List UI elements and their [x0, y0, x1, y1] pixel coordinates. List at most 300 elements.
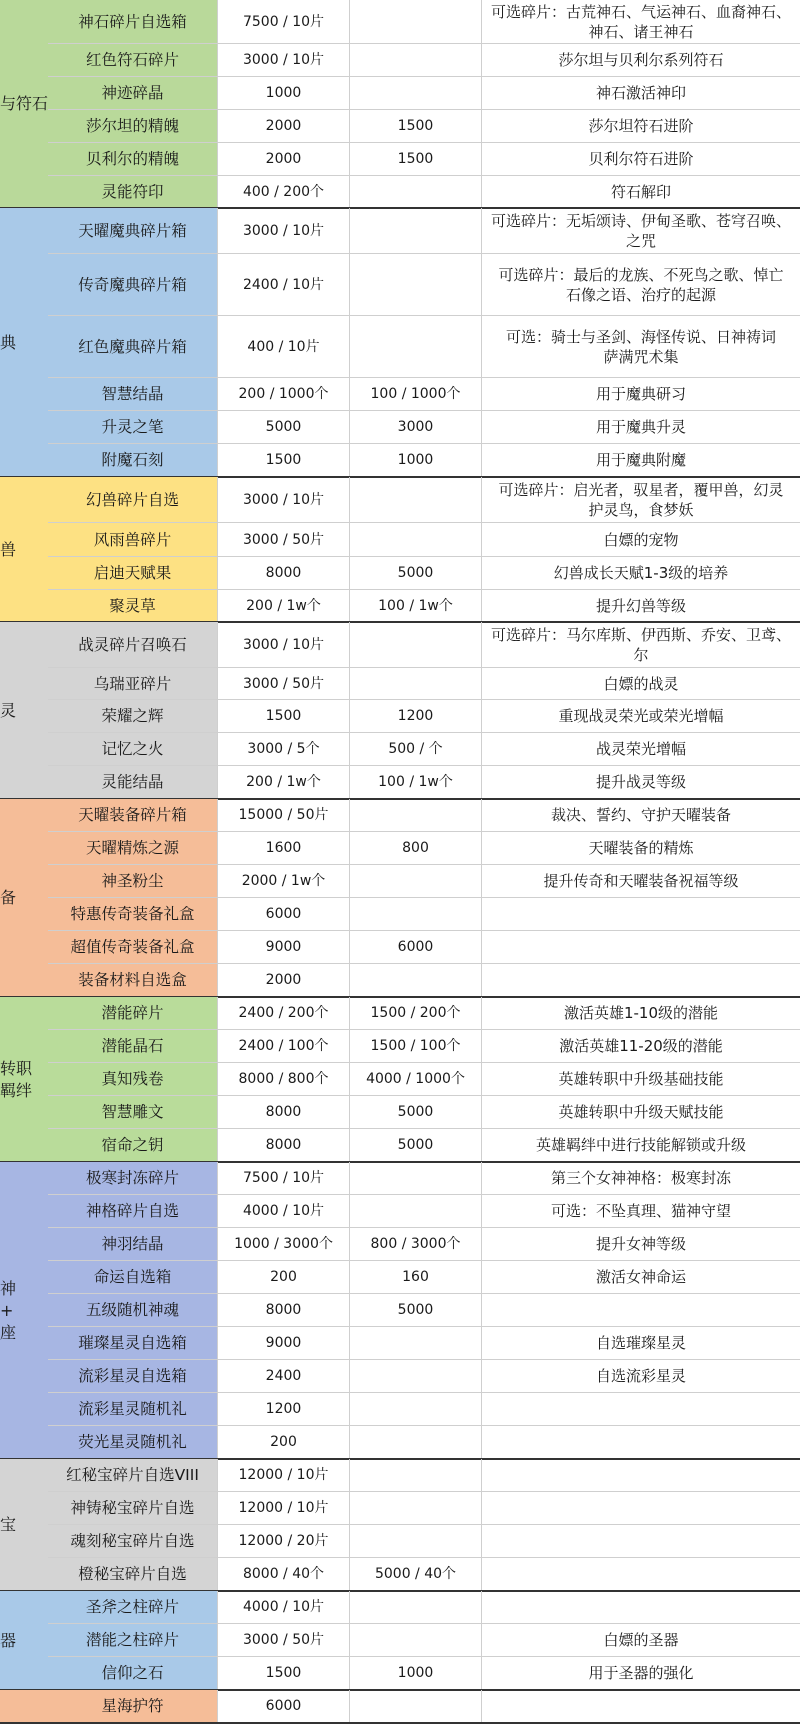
discount-price-cell [350, 668, 482, 700]
price-cell-text: 12000 / 20片 [238, 1533, 329, 1549]
description-cell-text: 可选：骑士与圣剑、海怪传说、日神祷词 萨满咒术集 [505, 327, 776, 366]
price-cell-text: 2400 / 10片 [242, 276, 325, 293]
category-label [0, 799, 48, 997]
price-cell-text: 1500 [265, 1665, 302, 1681]
discount-price-cell [350, 1129, 482, 1162]
item-name-text: 命运自选箱 [93, 1268, 172, 1286]
description-cell [482, 1063, 800, 1096]
price-cell [218, 668, 350, 700]
price-cell-text: 8000 / 800个 [238, 1071, 329, 1087]
description-cell-text: 英雄转职中升级天赋技能 [558, 1103, 724, 1121]
item-name [48, 557, 218, 590]
item-name-text: 特惠传奇装备礼盒 [70, 905, 195, 923]
price-cell-text: 1000 [265, 85, 302, 101]
price-cell-text: 2400 / 200个 [238, 1005, 329, 1021]
description-cell [482, 1162, 800, 1195]
discount-price-cell [350, 254, 482, 316]
description-cell [482, 444, 800, 477]
description-cell [482, 143, 800, 176]
description-cell-text: 提升幻兽等级 [595, 596, 686, 615]
item-name-text: 极寒封冻碎片 [85, 1169, 179, 1187]
description-cell-text: 用于圣器的强化 [588, 1664, 694, 1682]
price-cell-text: 6000 [265, 906, 302, 922]
description-cell-text: 可选碎片：最后的龙族、不死鸟之歌、悼亡 石像之语、治疗的起源 [498, 265, 784, 304]
discount-price-cell [350, 316, 482, 378]
description-cell [482, 110, 800, 143]
discount-price-cell [350, 1360, 482, 1393]
description-cell-text: 天曜装备的精炼 [588, 839, 694, 857]
price-cell-text: 8000 [265, 565, 302, 581]
item-name-text: 流彩星灵随机礼 [78, 1400, 187, 1418]
description-cell [482, 0, 800, 44]
price-cell [218, 1129, 350, 1162]
price-cell [218, 176, 350, 208]
discount-price-cell-text: 5000 [397, 1302, 434, 1318]
price-cell [218, 931, 350, 964]
description-cell-text: 符石解印 [610, 182, 671, 201]
price-cell-text: 200 [270, 1434, 297, 1450]
item-name-text: 荣耀之辉 [101, 707, 164, 725]
price-cell-text: 15000 / 50片 [238, 807, 329, 823]
price-cell-text: 3000 / 10片 [242, 222, 325, 239]
item-name [48, 1393, 218, 1426]
item-name-text: 神迹碎晶 [101, 84, 164, 102]
price-cell-text: 1200 [265, 1401, 302, 1417]
description-cell [482, 997, 800, 1030]
category-label [0, 1162, 48, 1459]
item-name [48, 110, 218, 143]
discount-price-cell-text: 1500 / 200个 [370, 1005, 461, 1021]
description-cell [482, 411, 800, 444]
description-cell-text: 重现战灵荣光或荣光增幅 [558, 707, 724, 725]
item-name [48, 622, 218, 668]
description-cell-text: 第三个女神神格：极寒封冻 [550, 1169, 731, 1187]
item-name [48, 1360, 218, 1393]
item-name-text: 幻兽碎片自选 [85, 490, 179, 509]
discount-price-cell [350, 700, 482, 733]
item-name-text: 装备材料自选盒 [78, 971, 187, 989]
discount-price-cell [350, 523, 482, 557]
description-cell-text: 用于魔典研习 [595, 385, 686, 403]
description-cell-text: 可选碎片：古荒神石、气运神石、血裔神石、 神石、诸王神石 [490, 2, 791, 41]
price-cell [218, 1063, 350, 1096]
price-cell-text: 400 / 10片 [247, 338, 320, 355]
price-cell [218, 865, 350, 898]
item-name [48, 1096, 218, 1129]
item-name-text: 荧光星灵随机礼 [78, 1433, 187, 1451]
discount-price-cell-text: 800 [402, 840, 429, 856]
description-cell [482, 254, 800, 316]
price-cell [218, 1426, 350, 1459]
discount-price-cell-text: 100 / 1w个 [378, 774, 453, 790]
discount-price-cell [350, 1624, 482, 1657]
item-name [48, 590, 218, 622]
category-label-text: 神 + 座 [0, 1278, 17, 1342]
item-name-text: 启迪天赋果 [93, 564, 172, 582]
price-cell-text: 4000 / 10片 [242, 1599, 325, 1615]
price-cell [218, 832, 350, 865]
price-cell [218, 733, 350, 766]
item-name [48, 997, 218, 1030]
item-name [48, 1558, 218, 1591]
item-name-text: 魂刻秘宝碎片自选 [70, 1532, 195, 1550]
discount-price-cell [350, 1162, 482, 1195]
item-name-text: 神圣粉尘 [101, 872, 164, 890]
description-cell-text: 提升女神等级 [595, 1235, 686, 1253]
price-cell [218, 110, 350, 143]
item-name-text: 潜能碎片 [101, 1004, 164, 1022]
price-cell [218, 208, 350, 254]
description-cell [482, 668, 800, 700]
price-cell-text: 5000 [265, 419, 302, 435]
price-cell [218, 1162, 350, 1195]
description-cell [482, 700, 800, 733]
discount-price-cell [350, 1228, 482, 1261]
description-cell-text: 白嫖的战灵 [603, 674, 679, 693]
discount-price-cell [350, 931, 482, 964]
description-cell [482, 1624, 800, 1657]
price-cell-text: 200 / 1w个 [246, 597, 321, 614]
price-cell-text: 2000 / 1w个 [241, 873, 326, 889]
discount-price-cell [350, 44, 482, 77]
item-name [48, 477, 218, 523]
description-cell-text: 用于魔典附魔 [595, 451, 686, 469]
discount-price-cell [350, 865, 482, 898]
item-name-text: 智慧雕文 [101, 1103, 164, 1121]
discount-price-cell [350, 799, 482, 832]
price-cell-text: 8000 [265, 1104, 302, 1120]
item-name-text: 红色魔典碎片箱 [78, 337, 187, 356]
description-cell [482, 316, 800, 378]
description-cell-text: 白嫖的圣器 [603, 1631, 679, 1649]
discount-price-cell [350, 1294, 482, 1327]
price-cell-text: 8000 [265, 1302, 302, 1318]
category-label-text: 与符石 [0, 94, 48, 113]
description-cell-text: 裁决、誓约、守护天曜装备 [550, 806, 731, 824]
description-cell-text: 英雄羁绊中进行技能解锁或升级 [535, 1136, 746, 1154]
category-label [0, 1459, 48, 1591]
price-cell [218, 1228, 350, 1261]
description-cell-text: 自选流彩星灵 [595, 1367, 686, 1385]
description-cell [482, 1591, 800, 1624]
item-name [48, 931, 218, 964]
item-name-text: 传奇魔典碎片箱 [78, 275, 187, 294]
discount-price-cell-text: 160 [402, 1269, 429, 1285]
item-name [48, 1624, 218, 1657]
item-name [48, 523, 218, 557]
price-cell-text: 3000 / 50片 [242, 1632, 325, 1648]
discount-price-cell [350, 622, 482, 668]
discount-price-cell [350, 1492, 482, 1525]
discount-price-cell [350, 1096, 482, 1129]
item-name-text: 聚灵草 [109, 596, 156, 615]
item-name [48, 411, 218, 444]
item-name-text: 天曜装备碎片箱 [78, 806, 187, 824]
description-cell [482, 766, 800, 799]
price-cell [218, 0, 350, 44]
discount-price-cell [350, 411, 482, 444]
discount-price-cell [350, 997, 482, 1030]
discount-price-cell [350, 77, 482, 110]
category-label-text: 兽 [0, 539, 17, 559]
item-name-text: 潜能之柱碎片 [85, 1631, 179, 1649]
item-name-text: 天曜精炼之源 [85, 839, 179, 857]
description-cell-text: 英雄转职中升级基础技能 [558, 1070, 724, 1088]
discount-price-cell [350, 1063, 482, 1096]
item-name-text: 记忆之火 [101, 740, 164, 758]
price-cell-text: 7500 / 10片 [242, 13, 325, 30]
price-cell [218, 477, 350, 523]
item-name [48, 0, 218, 44]
category-label [0, 208, 48, 477]
description-cell [482, 1327, 800, 1360]
price-cell [218, 444, 350, 477]
description-cell [482, 1228, 800, 1261]
item-name [48, 700, 218, 733]
price-cell [218, 590, 350, 622]
discount-price-cell-text: 5000 [397, 565, 434, 581]
price-cell-text: 8000 / 40个 [242, 1566, 325, 1582]
item-name-text: 升灵之笔 [101, 418, 164, 436]
discount-price-cell [350, 1195, 482, 1228]
description-cell [482, 1195, 800, 1228]
price-cell [218, 316, 350, 378]
discount-price-cell [350, 1261, 482, 1294]
price-cell-text: 2400 / 100个 [238, 1038, 329, 1054]
category-label [0, 1690, 48, 1723]
description-cell [482, 1459, 800, 1492]
item-name [48, 378, 218, 411]
discount-price-cell-text: 100 / 1w个 [378, 597, 453, 614]
item-name [48, 898, 218, 931]
item-name-text: 信仰之石 [101, 1664, 164, 1682]
discount-price-cell [350, 143, 482, 176]
price-cell [218, 254, 350, 316]
description-cell [482, 1393, 800, 1426]
discount-price-cell [350, 733, 482, 766]
item-name [48, 964, 218, 997]
item-name [48, 1195, 218, 1228]
discount-price-cell [350, 1030, 482, 1063]
discount-price-cell [350, 832, 482, 865]
description-cell [482, 931, 800, 964]
discount-price-cell [350, 1558, 482, 1591]
item-name-text: 橙秘宝碎片自选 [78, 1565, 187, 1583]
item-name-text: 贝利尔的精魄 [85, 150, 179, 168]
price-cell-text: 1000 / 3000个 [234, 1236, 333, 1252]
description-cell [482, 1426, 800, 1459]
item-name [48, 733, 218, 766]
item-name-text: 附魔石刻 [101, 451, 164, 469]
description-cell-text: 激活英雄11-20级的潜能 [559, 1037, 723, 1055]
price-cell-text: 3000 / 50片 [242, 531, 325, 548]
price-cell-text: 400 / 200个 [242, 183, 325, 200]
discount-price-cell [350, 898, 482, 931]
item-name-text: 神羽结晶 [101, 1235, 164, 1253]
description-cell-text: 激活女神命运 [595, 1268, 686, 1286]
price-cell [218, 1558, 350, 1591]
category-label-text: 转职 羁绊 [0, 1058, 33, 1100]
price-cell-text: 9000 [265, 1335, 302, 1351]
item-name-text: 灵能符印 [101, 182, 164, 201]
category-label-text: 备 [0, 888, 17, 907]
discount-price-cell-text: 1500 [397, 151, 434, 167]
price-cell-text: 3000 / 10片 [242, 636, 325, 653]
discount-price-cell-text: 1000 [397, 1665, 434, 1681]
description-cell [482, 378, 800, 411]
item-name [48, 1129, 218, 1162]
description-cell [482, 1690, 800, 1723]
discount-price-cell [350, 1591, 482, 1624]
price-cell [218, 997, 350, 1030]
description-cell-text: 可选碎片：马尔库斯、伊西斯、乔安、卫鸢、 尔 [490, 625, 791, 664]
discount-price-cell-text: 1200 [397, 708, 434, 724]
discount-price-cell [350, 1393, 482, 1426]
price-cell [218, 1096, 350, 1129]
price-cell [218, 378, 350, 411]
discount-price-cell [350, 1525, 482, 1558]
description-cell-text: 可选碎片：无垢颂诗、伊甸圣歌、苍穹召唤、 之咒 [490, 211, 791, 250]
price-cell [218, 1525, 350, 1558]
item-name [48, 208, 218, 254]
description-cell [482, 865, 800, 898]
category-label-text: 典 [0, 332, 17, 352]
discount-price-cell-text: 500 / 个 [388, 741, 443, 757]
description-cell [482, 898, 800, 931]
item-name-text: 战灵碎片召唤石 [78, 635, 187, 654]
price-cell [218, 44, 350, 77]
category-label-text: 器 [0, 1630, 17, 1650]
item-name [48, 1063, 218, 1096]
price-cell [218, 1624, 350, 1657]
price-cell-text: 200 / 1w个 [246, 774, 321, 790]
discount-price-cell-text: 4000 / 1000个 [366, 1071, 465, 1087]
item-name [48, 668, 218, 700]
price-cell [218, 1492, 350, 1525]
price-cell [218, 1459, 350, 1492]
discount-price-cell [350, 766, 482, 799]
price-cell-text: 8000 [265, 1137, 302, 1153]
discount-price-cell [350, 1657, 482, 1690]
item-name [48, 799, 218, 832]
description-cell [482, 964, 800, 997]
discount-price-cell [350, 557, 482, 590]
description-cell-text: 幻兽成长天赋1-3级的培养 [553, 564, 729, 582]
item-name-text: 星海护符 [101, 1697, 164, 1715]
discount-price-cell [350, 1690, 482, 1723]
price-cell [218, 557, 350, 590]
discount-price-cell-text: 6000 [397, 939, 434, 955]
item-name [48, 1459, 218, 1492]
description-cell [482, 557, 800, 590]
price-cell-text: 3000 / 50片 [242, 675, 325, 692]
price-cell-text: 12000 / 10片 [238, 1500, 329, 1516]
item-name-text: 乌瑞亚碎片 [93, 674, 172, 693]
price-cell-text: 4000 / 10片 [242, 1203, 325, 1219]
discount-price-cell [350, 208, 482, 254]
discount-price-cell [350, 0, 482, 44]
description-cell [482, 1492, 800, 1525]
item-name-text: 红秘宝碎片自选VIII [66, 1466, 199, 1484]
item-name-text: 红色符石碎片 [85, 51, 179, 69]
price-cell-text: 2400 [265, 1368, 302, 1384]
discount-price-cell-text: 5000 [397, 1137, 434, 1153]
price-cell-text: 7500 / 10片 [242, 1170, 325, 1186]
price-cell [218, 622, 350, 668]
description-cell [482, 1657, 800, 1690]
item-name [48, 1492, 218, 1525]
description-cell-text: 自选璀璨星灵 [595, 1334, 686, 1352]
description-cell [482, 1558, 800, 1591]
description-cell [482, 1096, 800, 1129]
item-name-text: 莎尔坦的精魄 [85, 117, 179, 135]
item-name [48, 865, 218, 898]
price-cell [218, 1591, 350, 1624]
price-cell-text: 2000 [265, 972, 302, 988]
discount-price-cell-text: 1500 / 100个 [370, 1038, 461, 1054]
item-name [48, 1030, 218, 1063]
item-name-text: 璀璨星灵自选箱 [78, 1334, 187, 1352]
description-cell-text: 莎尔坦符石进阶 [588, 117, 694, 135]
price-cell [218, 1030, 350, 1063]
discount-price-cell-text: 1500 [397, 118, 434, 134]
description-cell-text: 战灵荣光增幅 [595, 740, 686, 758]
item-name [48, 1525, 218, 1558]
discount-price-cell-text: 800 / 3000个 [370, 1236, 461, 1252]
description-cell [482, 208, 800, 254]
description-cell-text: 莎尔坦与贝利尔系列符石 [558, 51, 724, 69]
price-cell [218, 964, 350, 997]
item-name-text: 神石碎片自选箱 [78, 12, 187, 31]
price-cell-text: 3000 / 5个 [247, 741, 320, 757]
price-cell-text: 3000 / 10片 [242, 491, 325, 508]
item-name-text: 智慧结晶 [101, 385, 164, 403]
item-name [48, 44, 218, 77]
discount-price-cell [350, 964, 482, 997]
price-cell-text: 6000 [265, 1698, 302, 1714]
discount-price-cell [350, 378, 482, 411]
item-name [48, 1261, 218, 1294]
description-cell [482, 622, 800, 668]
price-cell-text: 2000 [265, 151, 302, 167]
price-cell [218, 766, 350, 799]
item-name-text: 潜能晶石 [101, 1037, 164, 1055]
discount-price-cell [350, 110, 482, 143]
category-label [0, 997, 48, 1162]
price-cell-text: 200 / 1000个 [238, 386, 329, 402]
item-name-text: 神格碎片自选 [85, 1202, 179, 1220]
item-name [48, 254, 218, 316]
item-name-text: 真知残卷 [101, 1070, 164, 1088]
item-name [48, 1591, 218, 1624]
item-name [48, 1426, 218, 1459]
description-cell [482, 1261, 800, 1294]
category-label [0, 622, 48, 799]
price-cell [218, 77, 350, 110]
discount-price-cell-text: 100 / 1000个 [370, 386, 461, 402]
description-cell-text: 贝利尔符石进阶 [588, 150, 694, 168]
description-cell [482, 44, 800, 77]
price-cell [218, 700, 350, 733]
discount-price-cell [350, 477, 482, 523]
price-cell [218, 1195, 350, 1228]
item-name-text: 圣斧之柱碎片 [85, 1598, 179, 1616]
price-cell [218, 523, 350, 557]
description-cell-text: 提升传奇和天曜装备祝福等级 [543, 872, 739, 890]
item-name [48, 1690, 218, 1723]
item-name [48, 1657, 218, 1690]
discount-price-cell-text: 5000 / 40个 [374, 1566, 457, 1582]
